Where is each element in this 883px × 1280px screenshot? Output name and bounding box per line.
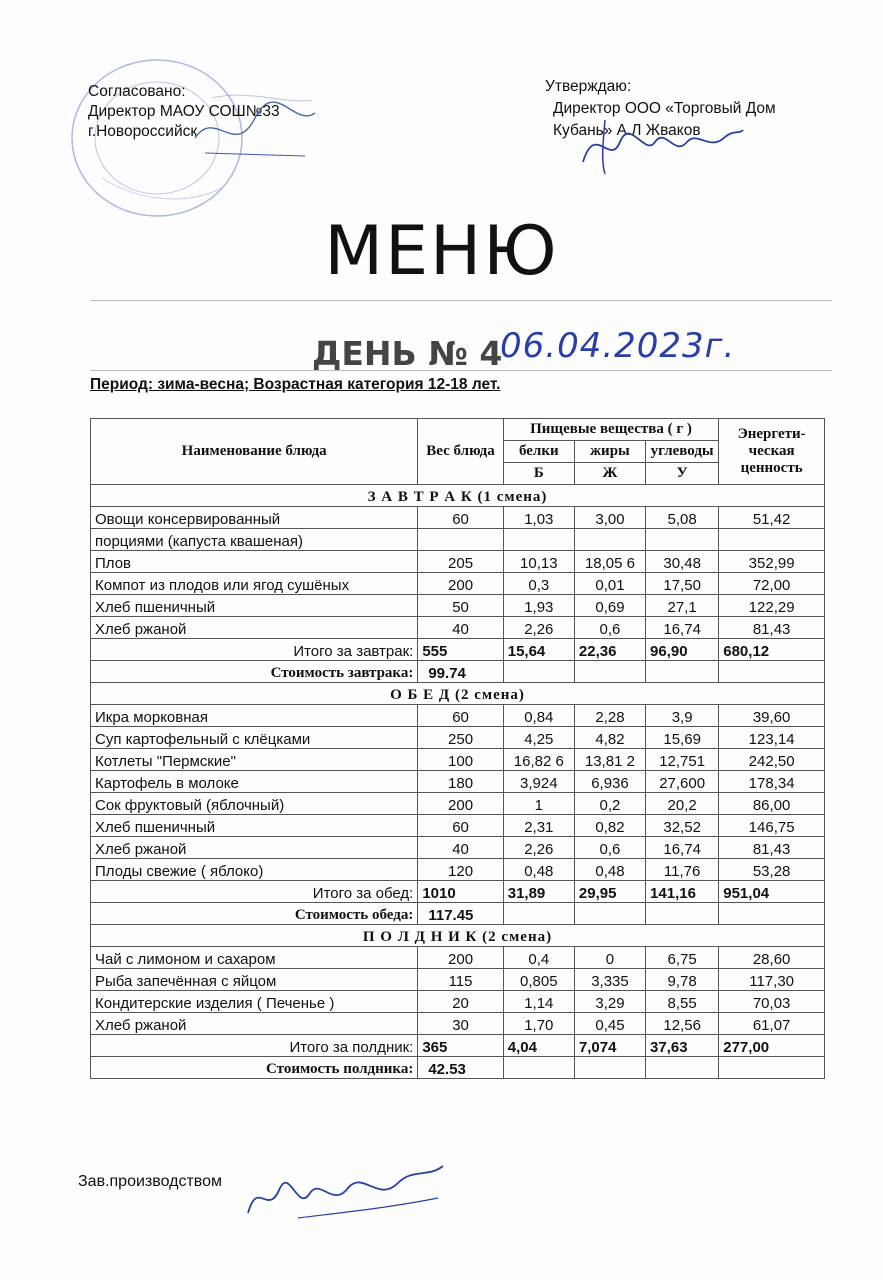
- dish-carbs: 5,08: [646, 507, 719, 529]
- dish-carbs: 30,48: [646, 551, 719, 573]
- dish-proteins: [503, 529, 574, 551]
- snack-section-title: П О Л Д Н И К (2 смена): [91, 925, 825, 947]
- snack-section-header: [91, 925, 825, 947]
- dish-carbs: 32,52: [646, 815, 719, 837]
- dish-name: Хлеб ржаной: [91, 837, 418, 859]
- table-row: [91, 749, 825, 771]
- cost-label: Стоимость полдника:: [91, 1057, 418, 1079]
- dish-proteins: 10,13: [503, 551, 574, 573]
- total-fats: 7,074: [574, 1035, 645, 1057]
- cost-value: 42.53: [418, 1057, 503, 1079]
- cost-value: 117.45: [418, 903, 503, 925]
- total-carbs: 96,90: [646, 639, 719, 661]
- header-nutrients: Пищевые вещества ( г ): [503, 419, 719, 441]
- dish-energy: 123,14: [719, 727, 825, 749]
- day-date-handwritten: 06.04.2023г.: [500, 326, 736, 366]
- dish-name: Хлеб пшеничный: [91, 815, 418, 837]
- day-divider: [90, 370, 832, 371]
- total-fats: 22,36: [574, 639, 645, 661]
- dish-proteins: 0,805: [503, 969, 574, 991]
- dish-proteins: 0,3: [503, 573, 574, 595]
- cost-empty-4: [719, 1057, 825, 1079]
- total-energy: 680,12: [719, 639, 825, 661]
- table-row: [91, 793, 825, 815]
- table-row: [91, 529, 825, 551]
- dish-energy: 178,34: [719, 771, 825, 793]
- dish-weight: 200: [418, 793, 503, 815]
- approval-left-line-1: Согласовано:: [88, 83, 186, 100]
- dish-name: Рыба запечённая с яйцом: [91, 969, 418, 991]
- table-row: [91, 947, 825, 969]
- dish-name: Картофель в молоке: [91, 771, 418, 793]
- dish-fats: 3,29: [574, 991, 645, 1013]
- dish-weight: 20: [418, 991, 503, 1013]
- dish-name: Компот из плодов или ягод сушёных: [91, 573, 418, 595]
- table-row: [91, 1013, 825, 1035]
- dish-energy: 51,42: [719, 507, 825, 529]
- dish-weight: 115: [418, 969, 503, 991]
- dish-name: Хлеб пшеничный: [91, 595, 418, 617]
- dish-fats: 3,335: [574, 969, 645, 991]
- approval-right-line-2: Директор ООО «Торговый Дом: [553, 100, 776, 117]
- dish-fats: 0,69: [574, 595, 645, 617]
- dish-energy: 53,28: [719, 859, 825, 881]
- header-carbs: углеводы: [646, 441, 719, 463]
- lunch-total-row: [91, 881, 825, 903]
- dish-carbs: 6,75: [646, 947, 719, 969]
- dish-energy: 61,07: [719, 1013, 825, 1035]
- approval-right-line-3: Кубань» А.Л Жваков: [553, 122, 701, 139]
- snack-cost-row: [91, 1057, 825, 1079]
- dish-weight: 60: [418, 705, 503, 727]
- cost-empty-1: [503, 903, 574, 925]
- dish-name: Овощи консервированный: [91, 507, 418, 529]
- dish-weight: 40: [418, 837, 503, 859]
- total-weight: 365: [418, 1035, 503, 1057]
- period-line: [90, 376, 500, 394]
- header-b: Б: [503, 463, 574, 485]
- dish-proteins: 3,924: [503, 771, 574, 793]
- table-row: [91, 595, 825, 617]
- cost-empty-4: [719, 903, 825, 925]
- total-weight: 1010: [418, 881, 503, 903]
- dish-weight: 205: [418, 551, 503, 573]
- dish-carbs: 12,56: [646, 1013, 719, 1035]
- cost-label: Стоимость завтрака:: [91, 661, 418, 683]
- breakfast-total-row: [91, 639, 825, 661]
- cost-empty-1: [503, 661, 574, 683]
- header-energy: Энергети-ческая ценность: [719, 419, 825, 485]
- dish-weight: 50: [418, 595, 503, 617]
- dish-name: Хлеб ржаной: [91, 1013, 418, 1035]
- header-zh: Ж: [574, 463, 645, 485]
- dish-proteins: 1: [503, 793, 574, 815]
- cost-label: Стоимость обеда:: [91, 903, 418, 925]
- approval-left-line-2: Директор МАОУ СОШ№33: [88, 103, 280, 120]
- dish-name: Плов: [91, 551, 418, 573]
- total-energy: 951,04: [719, 881, 825, 903]
- dish-proteins: 0,84: [503, 705, 574, 727]
- breakfast-section-title: З А В Т Р А К (1 смена): [91, 485, 825, 507]
- dish-weight: 40: [418, 617, 503, 639]
- table-row: [91, 815, 825, 837]
- day-label: ДЕНЬ № 4: [312, 334, 503, 373]
- dish-proteins: 2,26: [503, 837, 574, 859]
- dish-carbs: [646, 529, 719, 551]
- table-row: [91, 969, 825, 991]
- total-fats: 29,95: [574, 881, 645, 903]
- table-row: [91, 727, 825, 749]
- breakfast-section-header: [91, 485, 825, 507]
- total-weight: 555: [418, 639, 503, 661]
- dish-fats: 0,01: [574, 573, 645, 595]
- cost-empty-2: [574, 903, 645, 925]
- cost-empty-3: [646, 903, 719, 925]
- dish-energy: [719, 529, 825, 551]
- dish-energy: 28,60: [719, 947, 825, 969]
- total-label: Итого за обед:: [91, 881, 418, 903]
- menu-table: [90, 418, 825, 1079]
- dish-weight: 250: [418, 727, 503, 749]
- dish-weight: 60: [418, 507, 503, 529]
- cost-empty-3: [646, 1057, 719, 1079]
- total-proteins: 31,89: [503, 881, 574, 903]
- total-carbs: 37,63: [646, 1035, 719, 1057]
- dish-energy: 117,30: [719, 969, 825, 991]
- dish-carbs: 17,50: [646, 573, 719, 595]
- dish-fats: [574, 529, 645, 551]
- dish-name: Кондитерские изделия ( Печенье ): [91, 991, 418, 1013]
- dish-fats: 0,45: [574, 1013, 645, 1035]
- total-label: Итого за завтрак:: [91, 639, 418, 661]
- dish-fats: 3,00: [574, 507, 645, 529]
- title-divider: [90, 300, 832, 301]
- breakfast-cost-row: [91, 661, 825, 683]
- dish-energy: 146,75: [719, 815, 825, 837]
- dish-proteins: 1,70: [503, 1013, 574, 1035]
- header-u: У: [646, 463, 719, 485]
- dish-name: Суп картофельный с клёцками: [91, 727, 418, 749]
- dish-carbs: 12,751: [646, 749, 719, 771]
- dish-fats: 13,81 2: [574, 749, 645, 771]
- dish-fats: 2,28: [574, 705, 645, 727]
- footer-production-head: Зав.производством: [78, 1173, 222, 1190]
- dish-energy: 242,50: [719, 749, 825, 771]
- table-row: [91, 771, 825, 793]
- dish-proteins: 2,31: [503, 815, 574, 837]
- header-weight: Вес блюда: [418, 419, 503, 485]
- lunch-section-header: [91, 683, 825, 705]
- dish-energy: 86,00: [719, 793, 825, 815]
- page-title: МЕНЮ: [324, 212, 559, 291]
- dish-name: Сок фруктовый (яблочный): [91, 793, 418, 815]
- table-row: [91, 551, 825, 573]
- dish-weight: 30: [418, 1013, 503, 1035]
- table-row: [91, 617, 825, 639]
- dish-energy: 352,99: [719, 551, 825, 573]
- approval-right-line-1: Утверждаю:: [545, 78, 632, 95]
- dish-weight: 180: [418, 771, 503, 793]
- dish-name: Хлеб ржаной: [91, 617, 418, 639]
- cost-empty-2: [574, 1057, 645, 1079]
- dish-weight: 120: [418, 859, 503, 881]
- dish-fats: 4,82: [574, 727, 645, 749]
- dish-proteins: 0,48: [503, 859, 574, 881]
- dish-weight: 200: [418, 947, 503, 969]
- dish-energy: 81,43: [719, 617, 825, 639]
- table-row: [91, 859, 825, 881]
- dish-proteins: 1,03: [503, 507, 574, 529]
- cost-empty-1: [503, 1057, 574, 1079]
- dish-name: Икра морковная: [91, 705, 418, 727]
- dish-fats: 0,82: [574, 815, 645, 837]
- dish-carbs: 16,74: [646, 617, 719, 639]
- cost-empty-3: [646, 661, 719, 683]
- dish-energy: 39,60: [719, 705, 825, 727]
- table-row: [91, 837, 825, 859]
- lunch-cost-row: [91, 903, 825, 925]
- dish-name: порциями (капуста квашеная): [91, 529, 418, 551]
- header-name: Наименование блюда: [91, 419, 418, 485]
- header-fats: жиры: [574, 441, 645, 463]
- dish-fats: 18,05 6: [574, 551, 645, 573]
- dish-energy: 70,03: [719, 991, 825, 1013]
- header-proteins: белки: [503, 441, 574, 463]
- dish-carbs: 27,1: [646, 595, 719, 617]
- dish-energy: 122,29: [719, 595, 825, 617]
- table-row: [91, 991, 825, 1013]
- total-proteins: 15,64: [503, 639, 574, 661]
- dish-weight: 200: [418, 573, 503, 595]
- dish-carbs: 15,69: [646, 727, 719, 749]
- dish-proteins: 16,82 6: [503, 749, 574, 771]
- dish-fats: 6,936: [574, 771, 645, 793]
- total-energy: 277,00: [719, 1035, 825, 1057]
- dish-fats: 0,6: [574, 617, 645, 639]
- school-director-signature: [185, 98, 325, 168]
- cost-empty-2: [574, 661, 645, 683]
- dish-proteins: 0,4: [503, 947, 574, 969]
- approval-left-line-3: г.Новороссийск: [88, 123, 198, 140]
- cost-value: 99.74: [418, 661, 503, 683]
- cost-empty-4: [719, 661, 825, 683]
- dish-name: Котлеты "Пермские": [91, 749, 418, 771]
- dish-fats: 0,48: [574, 859, 645, 881]
- dish-carbs: 9,78: [646, 969, 719, 991]
- table-row: [91, 705, 825, 727]
- dish-carbs: 11,76: [646, 859, 719, 881]
- dish-name: Плоды свежие ( яблоко): [91, 859, 418, 881]
- dish-weight: 60: [418, 815, 503, 837]
- dish-fats: 0,6: [574, 837, 645, 859]
- period-text: Период: зима-весна; Возрастная категория 12-18 лет.: [90, 376, 501, 393]
- total-carbs: 141,16: [646, 881, 719, 903]
- lunch-section-title: О Б Е Д (2 смена): [91, 683, 825, 705]
- dish-fats: 0,2: [574, 793, 645, 815]
- dish-carbs: 8,55: [646, 991, 719, 1013]
- dish-proteins: 2,26: [503, 617, 574, 639]
- trade-house-director-signature: [575, 112, 745, 182]
- dish-weight: 100: [418, 749, 503, 771]
- dish-energy: 72,00: [719, 573, 825, 595]
- dish-fats: 0: [574, 947, 645, 969]
- dish-energy: 81,43: [719, 837, 825, 859]
- dish-name: Чай с лимоном и сахаром: [91, 947, 418, 969]
- snack-total-row: [91, 1035, 825, 1057]
- production-head-signature: [238, 1158, 448, 1230]
- table-row: [91, 573, 825, 595]
- dish-proteins: 1,93: [503, 595, 574, 617]
- dish-carbs: 3,9: [646, 705, 719, 727]
- dish-carbs: 20,2: [646, 793, 719, 815]
- table-row: [91, 507, 825, 529]
- dish-proteins: 4,25: [503, 727, 574, 749]
- total-proteins: 4,04: [503, 1035, 574, 1057]
- dish-weight: [418, 529, 503, 551]
- dish-proteins: 1,14: [503, 991, 574, 1013]
- dish-carbs: 16,74: [646, 837, 719, 859]
- total-label: Итого за полдник:: [91, 1035, 418, 1057]
- dish-carbs: 27,600: [646, 771, 719, 793]
